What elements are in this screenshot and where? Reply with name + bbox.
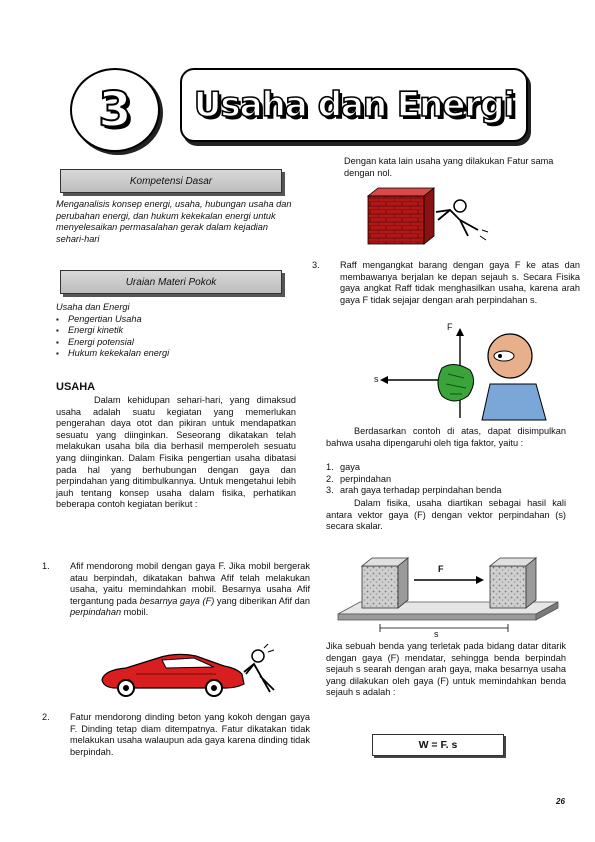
formula: W = F. s [418, 739, 458, 751]
force-displacement-diagram [336, 548, 566, 640]
definition-text: Dalam fisika, usaha diartikan sebagai hasil kali antara vektor gaya (F) dengan vektor perpindahan (s) secara skalar. [326, 498, 566, 532]
kompetensi-banner [60, 169, 282, 193]
item-number: 2. [42, 712, 50, 722]
item-number: 1. [42, 561, 50, 571]
usaha-item-1 [42, 561, 310, 619]
list-item [326, 485, 566, 497]
item-emphasis: perpindahan [70, 607, 122, 618]
list-item: ▪ Energi potensial [56, 337, 296, 349]
item-text: yang diberikan Afif dan [216, 595, 310, 606]
force-label: F [447, 322, 453, 332]
chapter-title-box [180, 68, 528, 142]
list-item [326, 462, 566, 474]
car-push-illustration [96, 640, 286, 702]
kompetensi-text: Menganalisis konsep energi, usaha, hubungan usaha dan perubahan energi, dan hukum kekekalan energi untuk menyelesaikan permasalahan gerak dalam kejadian sehari-hari [56, 199, 292, 244]
displacement-label: s [374, 374, 379, 384]
item2-continuation: Dengan kata lain usaha yang dilakukan Fatur sama dengan nol. [344, 156, 554, 178]
chapter-number-badge [70, 68, 160, 152]
diagram-force-label: F [438, 564, 444, 574]
item-text: Raff mengangkat barang dengan gaya F ke atas dan membawanya berjalan ke depan sejauh s. Secara Fisika gaya angkat Raff tidak menghasilkan usaha, karena arah gaya F tidak sejajar dengan arah perpindahan s. [340, 260, 580, 305]
lifting-illustration [370, 322, 560, 422]
usaha-paragraph: Dalam kehidupan sehari-hari, yang dimaksud usaha adalah suatu kegiatan yang memerlukan pengerahan daya otot dan pikiran untuk mendapatkan sesuatu yang diinginkan. Seseorang dikatakan telah melakukan usaha bila dia berhasil memperoleh sesuatu yang diinginkan. Dalam Fisika pengertian usaha dibatasi pada hal yang berhubungan dengan gaya dan perpindahan yang ditimbulkannya. Untuk mengetahui lebih jauh tentang konsep usaha dalam fisika, perhatikan beberapa contoh kegiatan berikut : [56, 395, 296, 510]
explanation-text: Jika sebuah benda yang terletak pada bidang datar ditarik dengan gaya (F) mendatar, sehingga benda berpindah sejauh s searah dengan arah gaya, maka besarnya usaha yang dilakukan oleh gaya (F) untuk memindahkan benda sejauh s adalah : [326, 641, 566, 698]
uraian-heading: Uraian Materi Pokok [125, 276, 217, 288]
uraian-list-block [56, 302, 296, 360]
list-item: ▪ Pengertian Usaha [56, 314, 296, 326]
diagram-displacement-label: s [434, 629, 439, 639]
chapter-number: 3 [98, 82, 132, 138]
uraian-list [56, 314, 296, 360]
usaha-item-3 [312, 260, 580, 306]
list-item: ▪ Energi kinetik [56, 325, 296, 337]
item-number: 2. [326, 473, 334, 484]
usaha-heading: USAHA [56, 381, 96, 393]
item-text: mobil. [123, 607, 149, 618]
item-text: gaya [340, 462, 360, 472]
uraian-banner [60, 270, 282, 294]
usaha-item-2 [42, 712, 310, 758]
item-number: 3. [326, 485, 334, 496]
item-emphasis: besarnya gaya (F) [139, 595, 215, 606]
chapter-title: Usaha dan Energi [193, 85, 515, 125]
page-number: 26 [556, 797, 565, 806]
uraian-intro: Usaha dan Energi [56, 302, 130, 312]
item-text: arah gaya terhadap perpindahan benda [340, 485, 502, 496]
item-text: Fatur mendorong dinding beton yang kokoh dengan gaya F. Dinding tetap diam ditempatnya. Fatur dikatakan tidak melakukan usaha walaupun ada gaya karena dinding tidak berpindah. [70, 712, 310, 757]
item-text: perpindahan [340, 473, 392, 484]
item-number: 3. [312, 260, 320, 270]
wall-push-illustration [362, 186, 492, 250]
item-number: 1. [326, 462, 334, 472]
item-text: Afif mendorong mobil dengan gaya F. Jika mobil bergerak atau berpindah, dikatakan bahwa Afif telah melakukan usaha, yaitu memindahkan mobil. Besarnya usaha Afif tergantung pada [70, 561, 310, 606]
kompetensi-heading: Kompetensi Dasar [129, 175, 213, 187]
formula-box [372, 734, 504, 756]
list-item: ▪ Hukum kekekalan energi [56, 348, 296, 360]
conclusion-text: Berdasarkan contoh di atas, dapat disimpulkan bahwa usaha dipengaruhi oleh tiga faktor, yaitu : [326, 426, 566, 448]
factors-list [326, 462, 566, 497]
list-item [326, 474, 566, 486]
